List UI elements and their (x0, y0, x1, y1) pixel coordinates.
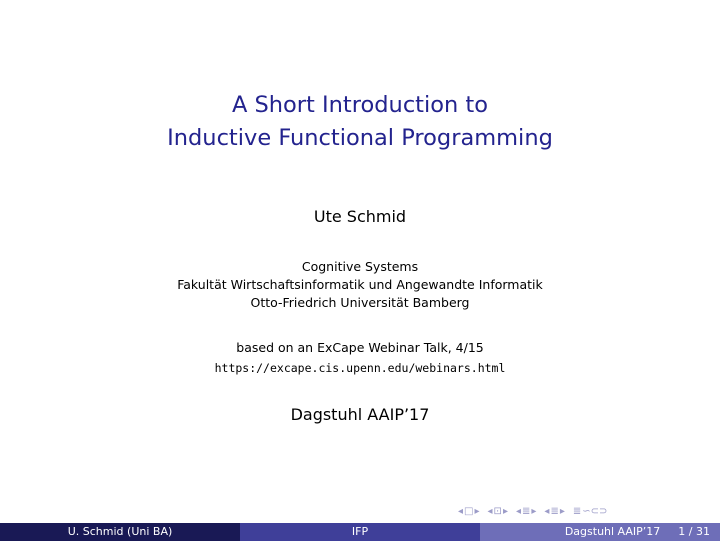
subsection-icon[interactable]: ≣ (550, 506, 559, 517)
nav-misc-group (573, 505, 608, 519)
next-subsection-icon[interactable]: ▸ (559, 506, 565, 517)
page-number: 1 / 31 (678, 525, 710, 538)
section-icon[interactable]: ≣ (522, 506, 531, 517)
talk-note (0, 337, 720, 379)
subframe-icon[interactable]: ⊡ (493, 506, 502, 517)
footer-author-text: U. Schmid (Uni BA) (67, 525, 173, 538)
event-date: Dagstuhl AAIP’17 (290, 405, 430, 424)
slide-title (0, 89, 720, 155)
institute-line-1: Cognitive Systems (301, 259, 419, 274)
footer-short-title (240, 523, 480, 541)
footer-date-text: Dagstuhl AAIP’17 (564, 525, 661, 538)
footer-short-title-text: IFP (351, 525, 369, 538)
prev-frame-icon[interactable]: ◂ (458, 506, 464, 517)
institute-line-2: Fakultät Wirtschaftsinformatik und Angewandte Informatik (177, 277, 543, 292)
talk-note-text: based on an ExCape Webinar Talk, 4/15 (236, 340, 484, 355)
frame-icon[interactable]: □ (464, 506, 474, 517)
search-icon[interactable]: ∽⊂⊃ (582, 506, 608, 517)
next-frame-icon[interactable]: ▸ (474, 506, 480, 517)
nav-subsec-group (544, 505, 564, 519)
nav-subsection-group (488, 505, 508, 519)
institute-line-3: Otto-Friedrich Universität Bamberg (250, 295, 470, 310)
beamer-navigation (458, 504, 612, 520)
nav-section-group (516, 505, 536, 519)
title-line-1: A Short Introduction to (231, 92, 489, 118)
prev-subframe-icon[interactable]: ◂ (487, 506, 493, 517)
align-icon[interactable]: ≣ (572, 506, 582, 517)
author-name: Ute Schmid (313, 207, 407, 226)
institute (0, 258, 720, 312)
title-line-2: Inductive Functional Programming (167, 125, 553, 151)
footer-date-page (480, 523, 720, 541)
next-subframe-icon[interactable]: ▸ (502, 506, 508, 517)
webinar-url[interactable]: https://excape.cis.upenn.edu/webinars.html (214, 361, 506, 375)
footer-bar (0, 523, 720, 541)
next-section-icon[interactable]: ▸ (531, 506, 537, 517)
prev-subsection-icon[interactable]: ◂ (544, 506, 550, 517)
prev-section-icon[interactable]: ◂ (515, 506, 521, 517)
nav-frame-group (458, 505, 480, 519)
footer-author (0, 523, 240, 541)
